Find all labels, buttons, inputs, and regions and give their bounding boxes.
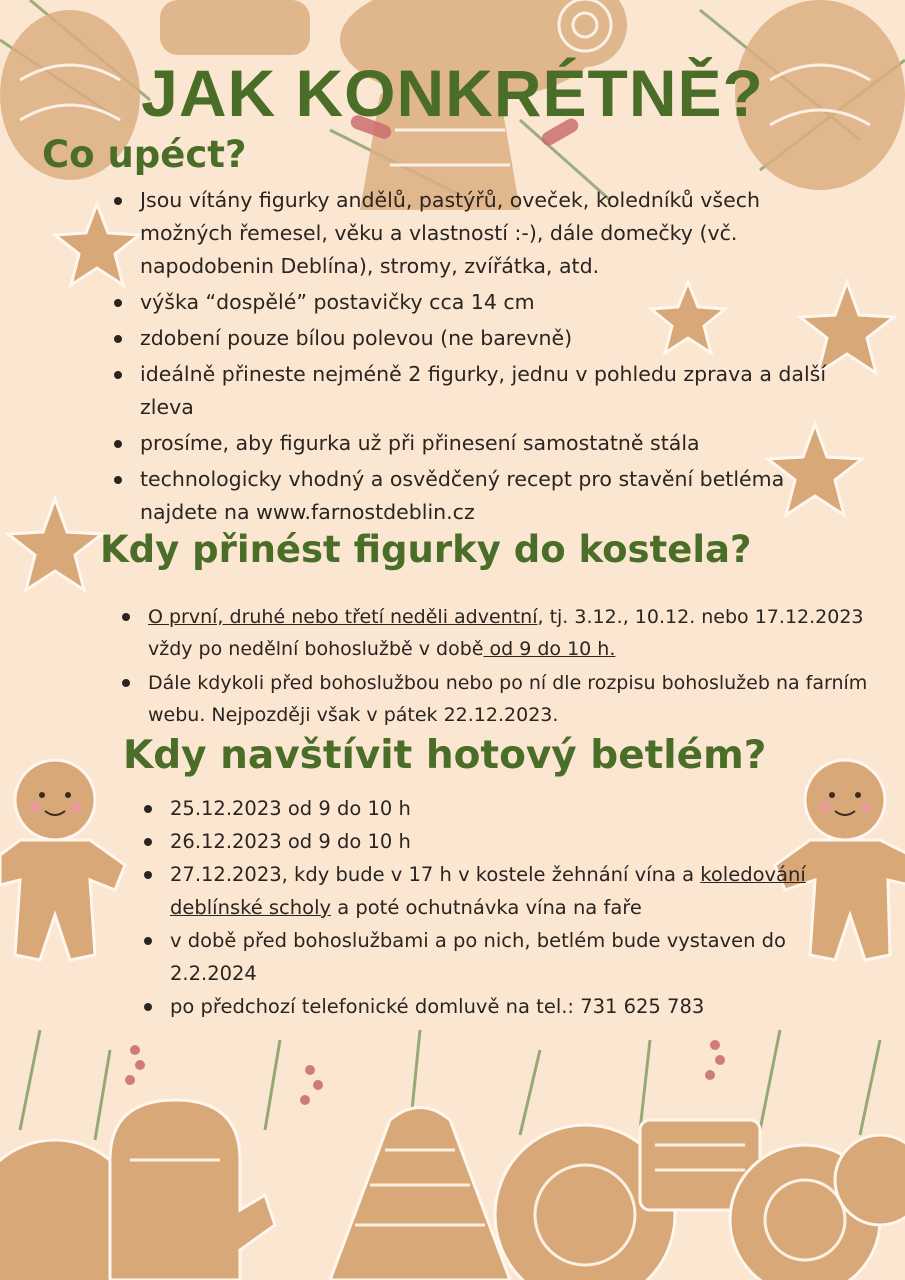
section-heading-when-to-visit: Kdy navštívit hotový betlém? xyxy=(123,733,767,778)
star-cookie-icon xyxy=(5,495,105,595)
wine-tasting-text: a poté ochutnávka vína na faře xyxy=(331,896,642,919)
gingerbread-man-left-icon xyxy=(0,755,140,975)
section-heading-when-to-bring: Kdy přinést figurky do kostela? xyxy=(100,528,752,571)
list-item: v době před bohoslužbami a po nich, betlém bude vystaven do 2.2.2024 xyxy=(140,924,860,990)
section-heading-what-to-bake: Co upéct? xyxy=(42,133,247,176)
list-item xyxy=(140,858,860,924)
baking-guidelines-list xyxy=(110,184,830,532)
advent-sundays-link[interactable]: O první, druhé nebo třetí neděli adventní xyxy=(148,606,538,628)
gingerbread-bottom-decoration xyxy=(0,1010,905,1280)
visiting-times-list xyxy=(140,792,860,1023)
delivery-dates-text: , tj. 3.12., 10.12. nebo 17.12.2023 vždy po nedělní bohoslužbě v době xyxy=(148,606,864,660)
page-title: JAK KONKRÉTNĚ? xyxy=(141,56,764,130)
wine-blessing-text: 27.12.2023, kdy bude v 17 h v kostele žehnání vína a xyxy=(170,863,701,886)
list-item: Jsou vítány figurky andělů, pastýřů, oveček, koledníků všech možných řemesel, věku a vlastností :-), dále domečky (vč. napodobenin Deblína), stromy, zvířátka, atd. xyxy=(110,184,830,283)
list-item: prosíme, aby figurka už při přinesení samostatně stála xyxy=(110,427,830,460)
list-item: 26.12.2023 od 9 do 10 h xyxy=(140,825,860,858)
list-item: zdobení pouze bílou polevou (ne barevně) xyxy=(110,322,830,355)
delivery-time-text: od 9 do 10 h. xyxy=(483,638,616,660)
list-item: technologicky vhodný a osvědčený recept pro stavění betléma najdete na www.farnostdeblin.cz xyxy=(110,463,830,529)
schola-caroling-link[interactable]: koledování deblínské scholy xyxy=(170,863,806,919)
list-item xyxy=(118,601,878,665)
list-item: výška “dospělé” postavičky cca 14 cm xyxy=(110,286,830,319)
list-item: 25.12.2023 od 9 do 10 h xyxy=(140,792,860,825)
list-item: po předchozí telefonické domluvě na tel.: 731 625 783 xyxy=(140,990,860,1023)
list-item: Dále kdykoli před bohoslužbou nebo po ní dle rozpisu bohoslužeb na farním webu. Nejpozději však v pátek 22.12.2023. xyxy=(118,667,878,731)
list-item: ideálně přineste nejméně 2 figurky, jednu v pohledu zprava a další zleva xyxy=(110,358,830,424)
delivery-times-list xyxy=(118,601,878,733)
